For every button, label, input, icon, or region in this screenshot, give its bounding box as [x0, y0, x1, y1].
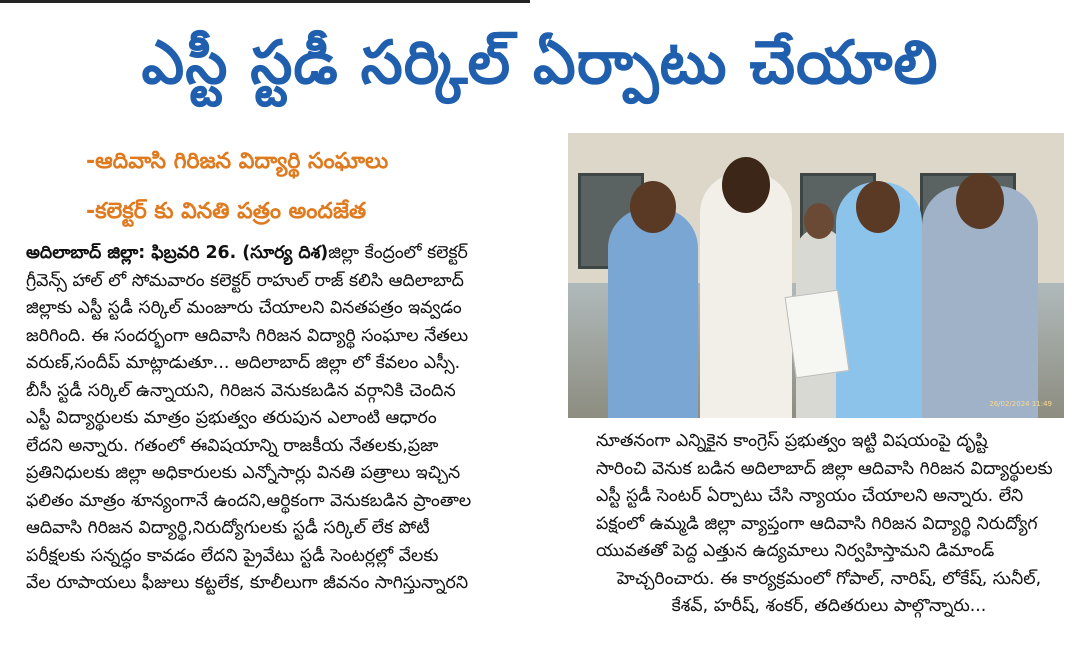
- article-line: కేశవ్, హరీష్, శంకర్, తదితరులు పాల్గొన్నారు...: [671, 596, 987, 616]
- article-line: గ్రీవెన్స్ హాల్ లో సోమవారం కలెక్టర్ రాహుల్ రాజ్ కలిసి ఆదిలాబాద్: [26, 270, 464, 291]
- person-head: [630, 181, 676, 233]
- photo-timestamp: 26/02/2024 11:49: [989, 400, 1052, 408]
- article-line: వరుణ్,సందీప్ మాట్లాడుతూ... అదిలాబాద్ జిల్లా లో కేవలం ఎస్సీ.: [26, 353, 461, 373]
- article-line: ప్రతినిధులకు జిల్లా అధికారులకు ఎన్నోసార్లు వినతి పత్రాలు ఇచ్చిన: [26, 463, 461, 483]
- person-denim-shirt: [608, 208, 698, 418]
- article-continuation: [596, 428, 1062, 621]
- article-line: ఎస్టీ స్టడీ సెంటర్ ఏర్పాటు చేసి న్యాయం చేయాలని అన్నారు. లేని: [596, 486, 1024, 506]
- person-head: [804, 203, 834, 239]
- subhead-student-unions: -ఆదివాసి గిరిజన విద్యార్థి సంఘాలు: [86, 149, 389, 174]
- article-line: జరిగింది. ఈ సందర్భంగా ఆదివాసి గిరిజన విద్యార్థి సంఘాల నేతలు: [26, 325, 469, 346]
- article-body: [26, 240, 532, 598]
- article-line: బీసీ స్టడీ సర్కిల్ ఉన్నాయని, గిరిజన వెనుకబడిన వర్గానికి చెందిన: [26, 380, 456, 401]
- article-line: యువతతో పెద్ద ఎత్తున ఉద్యమాలు నిర్వహిస్తామని డిమాండ్: [596, 541, 995, 561]
- person-head: [856, 181, 900, 233]
- article-line: ఆదివాసి గిరిజన విద్యార్థి,నిరుద్యోగులకు స్టడీ సర్కిల్ లేక పోటీ: [26, 518, 430, 538]
- article-line: జిల్లాకు ఎస్టీ స్టడీ సర్కిల్ మంజూరు చేయాలని వినతపత్రం ఇవ్వడం: [26, 298, 462, 318]
- article-line: ఎస్టీ విద్యార్థులకు మాత్రం ప్రభుత్వం తరుపున ఎలాంటి ఆధారం: [26, 408, 437, 428]
- article-line: వేల రూపాయలు ఫీజులు కట్టలేక, కూలీలుగా జీవనం సాగిస్తున్నారని: [26, 573, 469, 593]
- petition-letter: [785, 290, 850, 379]
- dateline: అదిలాబాద్ జిల్లా: ఫిబ్రవరి 26. (సూర్య దిశ): [26, 243, 329, 263]
- headline: ఎస్టీ స్టడీ సర్కిల్ ఏర్పాటు చేయాలి: [141, 28, 939, 98]
- article-line: ఫలితం మాత్రం శూన్యంగానే ఉందని,ఆర్థికంగా వెనుకబడిన ప్రాంతాల: [26, 490, 472, 511]
- article-line: సారించి వెనుక బడిన అదిలాబాద్ జిల్లా ఆదివాసి గిరిజన విద్యార్థులకు: [596, 458, 1053, 479]
- person-head: [722, 157, 770, 213]
- article-line-1: అదిలాబాద్ జిల్లా: ఫిబ్రవరి 26. (సూర్య దిశ)జిల్లా కేంద్రంలో కలెక్టర్: [26, 243, 468, 263]
- article-line: లేదని అన్నారు. గతంలో ఈవిషయాన్ని రాజకీయ నేతలకు,ప్రజా: [26, 435, 439, 456]
- article-line: నూతనంగా ఎన్నికైన కాంగ్రెస్ ప్రభుత్వం ఇట్టి విషయంపై దృష్టి: [596, 431, 988, 451]
- article-line: పరీక్షలకు సన్నద్ధం కావడం లేదని ప్రైవేటు స్టడీ సెంటర్లల్లో వేలకు: [26, 545, 439, 566]
- news-photo: [568, 133, 1064, 418]
- article-line: హెచ్చరించారు. ఈ కార్యక్రమంలో గోపాల్, నారిష్, లోకేష్, సునీల్,: [616, 568, 1042, 589]
- article-line: పక్షంలో ఉమ్మడి జిల్లా వ్యాప్తంగా ఆదివాసి గిరిజన విద్యార్థి నిరుద్యోగ: [596, 513, 1038, 534]
- person-head: [956, 173, 1004, 229]
- subhead-petition: -కలెక్టర్ కు వినతి పత్రం అందజేత: [86, 199, 367, 224]
- top-rule: [0, 0, 530, 3]
